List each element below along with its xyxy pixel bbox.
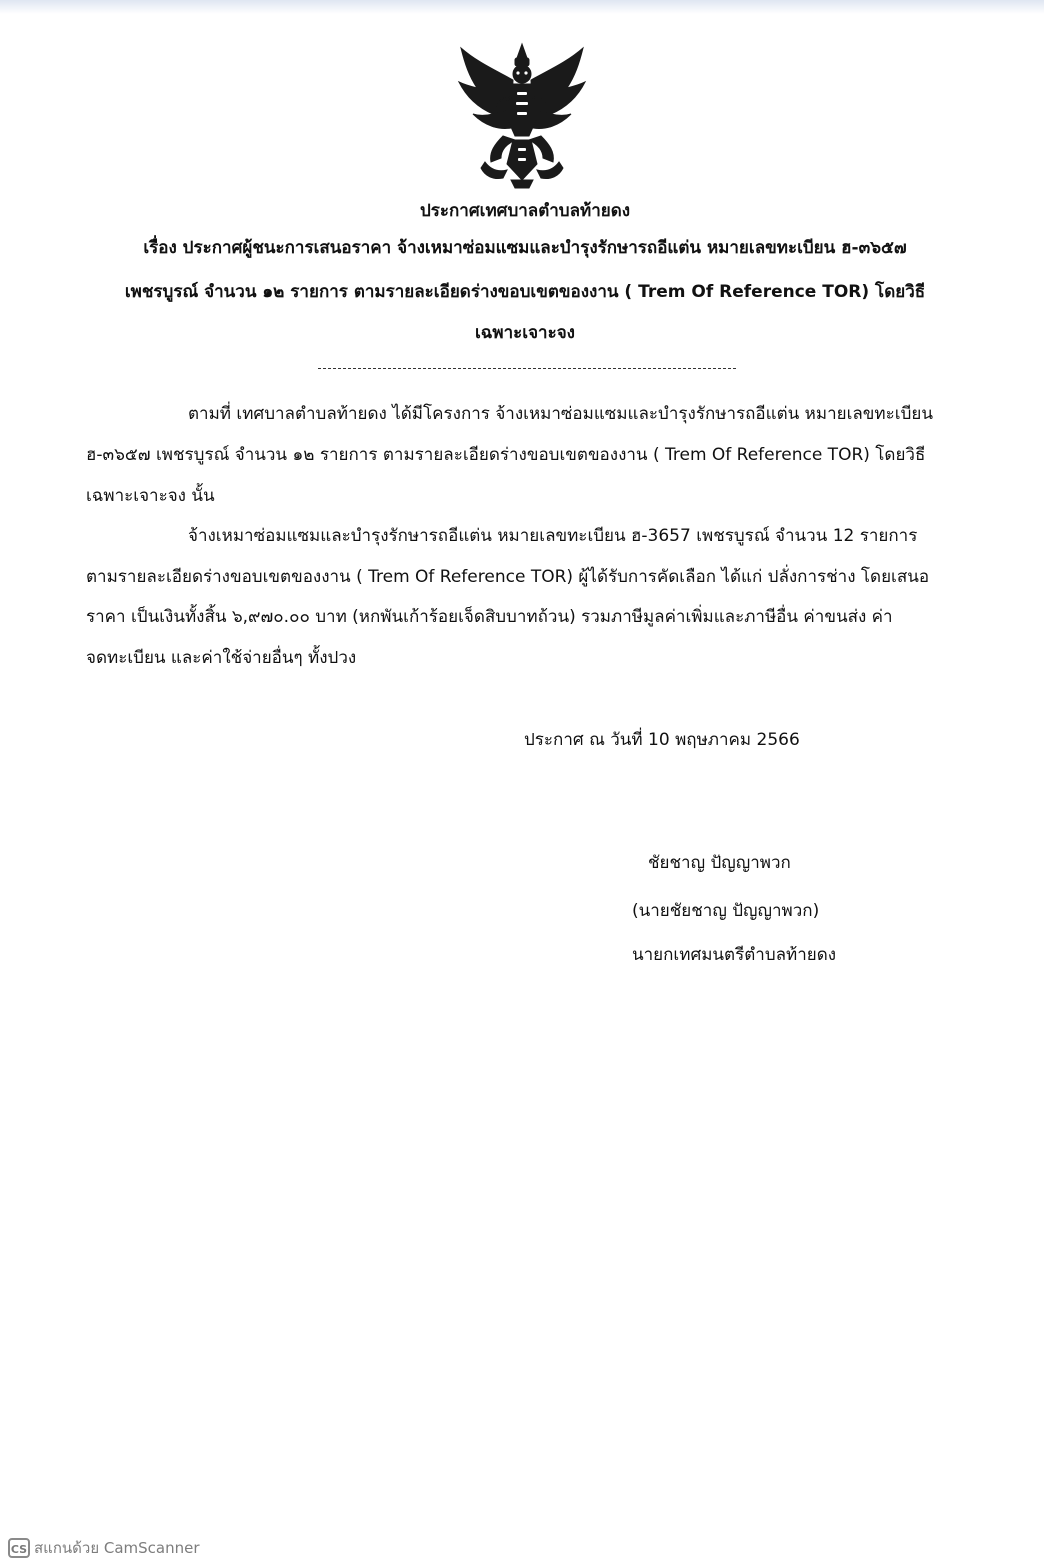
subject-line-2: เพชรบูรณ์ จำนวน ๑๒ รายการ ตามรายละเอียดร่างขอบเขตของงาน ( Trem Of Reference TOR) โดยวิธี — [124, 282, 926, 302]
signature-name: ชัยชาญ ปัญญาพวก — [648, 853, 791, 873]
printed-name: (นายชัยชาญ ปัญญาพวก) — [632, 901, 820, 921]
camscanner-logo-icon: CS — [8, 1538, 30, 1558]
announcement-heading: ประกาศเทศบาลตำบลท้ายดง — [419, 201, 631, 221]
paragraph2-line-3: ราคา เป็นเงินทั้งสิ้น ๖,๙๗๐.๐๐ บาท (หกพันเก้าร้อยเจ็ดสิบบาทถ้วน) รวมภาษีมูลค่าเพิ่มและภาษีอื่น ค่าขนส่ง ค่า — [86, 607, 893, 627]
scan-edge — [0, 0, 1044, 14]
paragraph1-line-1: ตามที่ เทศบาลตำบลท้ายดง ได้มีโครงการ จ้างเหมาซ่อมแซมและบำรุงรักษารถอีแต่น หมายเลขทะเบียน — [188, 404, 933, 424]
paragraph2-line-1: จ้างเหมาซ่อมแซมและบำรุงรักษารถอีแต่น หมายเลขทะเบียน ฮ-3657 เพชรบูรณ์ จำนวน 12 รายการ — [188, 526, 918, 546]
subject-line-3: เฉพาะเจาะจง — [475, 323, 575, 343]
garuda-emblem-icon — [455, 40, 589, 190]
separator-line — [318, 368, 736, 369]
paragraph2-line-2: ตามรายละเอียดร่างขอบเขตของงาน ( Trem Of Reference TOR) ผู้ได้รับการคัดเลือก ได้แก่ ปลั่งการช่าง โดยเสนอ — [86, 567, 930, 587]
signer-position: นายกเทศมนตรีตำบลท้ายดง — [632, 945, 837, 965]
paragraph2-line-4: จดทะเบียน และค่าใช้จ่ายอื่นๆ ทั้งปวง — [86, 648, 357, 668]
paragraph1-line-2: ฮ-๓๖๕๗ เพชรบูรณ์ จำนวน ๑๒ รายการ ตามรายละเอียดร่างขอบเขตของงาน ( Trem Of Reference TOR) โดยวิธี — [86, 445, 926, 465]
subject-line-1: เรื่อง ประกาศผู้ชนะการเสนอราคา จ้างเหมาซ่อมแซมและบำรุงรักษารถอีแต่น หมายเลขทะเบียน ฮ-๓๖๕๗ — [143, 238, 907, 258]
paragraph1-line-3: เฉพาะเจาะจง นั้น — [86, 486, 215, 506]
announcement-date: ประกาศ ณ วันที่ 10 พฤษภาคม 2566 — [524, 730, 800, 750]
camscanner-watermark — [8, 1536, 200, 1560]
camscanner-text: สแกนด้วย CamScanner — [34, 1539, 200, 1557]
